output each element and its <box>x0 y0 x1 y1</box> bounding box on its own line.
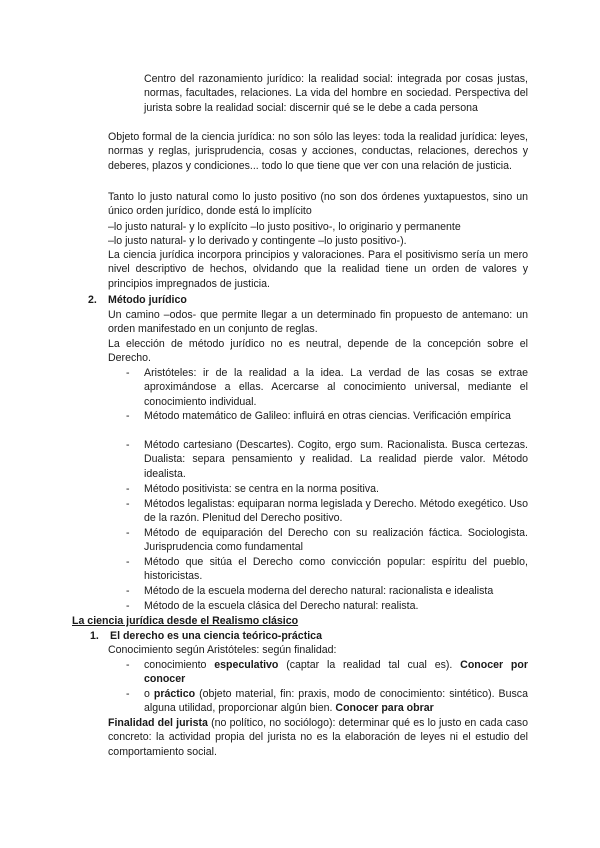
list-item <box>126 438 528 481</box>
heading-number: 2. <box>88 294 97 306</box>
bullet-dash: - <box>126 600 130 612</box>
bullet-dash: - <box>126 498 130 510</box>
paragraph-eleccion: La elección de método jurídico no es neutral, depende de la concepción sobre el Derecho. <box>108 338 528 365</box>
list-item-text: Método de la escuela clásica del Derecho natural: realista. <box>144 600 419 612</box>
list-item-text: Método positivista: se centra en la norma positiva. <box>144 483 379 495</box>
bullet-dash: - <box>126 556 130 568</box>
list-item <box>126 658 528 687</box>
list-item-text: conocimiento especulativo (captar la realidad tal cual es). Conocer por conocer <box>144 659 529 686</box>
section-heading: La ciencia jurídica desde el Realismo clásico <box>72 615 299 627</box>
list-item <box>126 687 528 716</box>
list-item-text: Método matemático de Galileo: influirá en otras ciencias. Verificación empírica <box>144 410 511 422</box>
list-item <box>126 482 528 496</box>
paragraph-centro: Centro del razonamiento jurídico: la realidad social: integrada por cosas justas, normas, facultades, relaciones. La vida del hombre en sociedad. Perspectiva del jurista sobre la realidad social: discernir qué se le debe a cada persona <box>144 73 528 114</box>
heading-text: Método jurídico <box>108 294 187 306</box>
subheading-text: El derecho es una ciencia teórico-práctica <box>110 630 322 642</box>
paragraph-objeto-formal: Objeto formal de la ciencia jurídica: no son sólo las leyes: toda la realidad jurídica: leyes, normas y reglas, jurisprudencia, cosas y acciones, conductas, relaciones, derechos y deberes, plazos y condiciones... todo lo que tiene que ver con una relación de justicia. <box>108 131 528 172</box>
bullet-dash: - <box>126 585 130 597</box>
list-item <box>126 526 528 555</box>
list-item-text: Método que sitúa el Derecho como convicción popular: espíritu del pueblo, historicistas. <box>144 556 528 583</box>
bullet-dash: - <box>126 483 130 495</box>
list-item <box>126 584 528 598</box>
list-item-text: Método de la escuela moderna del derecho natural: racionalista e idealista <box>144 585 494 597</box>
bullet-dash: - <box>126 367 130 379</box>
paragraph-camino: Un camino –odos- que permite llegar a un determinado fin propuesto de antemano: un orden manifestado en un conjunto de reglas. <box>108 309 528 336</box>
list-item <box>126 599 528 613</box>
bullet-dash: - <box>126 527 130 539</box>
heading-metodo-juridico <box>88 293 528 307</box>
list-item <box>126 555 528 584</box>
paragraph-ciencia-principios: La ciencia jurídica incorpora principios y valoraciones. Para el positivismo sería un mero nivel descriptivo de hechos, olvidando que la realidad tiene un orden de valores y principios impregnados de justicia. <box>108 249 528 290</box>
list-item-text: Métodos legalistas: equiparan norma legislada y Derecho. Método exegético. Uso de la razón. Plenitud del Derecho positivo. <box>144 498 528 525</box>
paragraph-tanto: Tanto lo justo natural como lo justo positivo (no son dos órdenes yuxtapuestos, sino un único orden jurídico, donde está lo implícito <box>108 191 528 218</box>
subheading-ciencia-teorico-practica <box>90 629 528 643</box>
subheading-number: 1. <box>90 630 99 642</box>
list-item-text: Aristóteles: ir de la realidad a la idea. La verdad de las cosas se extrae aproximándose a ellas. Acercarse al conocimiento universal, mediante el conocimiento individual. <box>144 367 528 408</box>
paragraph-finalidad-jurista: Finalidad del jurista (no político, no sociólogo): determinar qué es lo justo en cada caso concreto: la actividad propia del jurista no es la elaboración de leyes ni el estudio del comportamiento social. <box>108 717 528 758</box>
list-item-text: Método cartesiano (Descartes). Cogito, ergo sum. Racionalista. Busca certezas. Dualista: separa pensamiento y realidad. La realidad pierde valor. Método idealista. <box>144 439 528 480</box>
paragraph-line-explicito: –lo justo natural- y lo explícito –lo justo positivo-, lo originario y permanente <box>108 221 461 233</box>
paragraph-line-derivado: –lo justo natural- y lo derivado y contingente –lo justo positivo-). <box>108 235 407 247</box>
bullet-dash: - <box>126 439 130 451</box>
bullet-dash: - <box>126 410 130 422</box>
paragraph-conocimiento: Conocimiento según Aristóteles: según finalidad: <box>108 644 337 656</box>
bullet-dash: - <box>126 688 130 700</box>
list-item-text: Método de equiparación del Derecho con su realización fáctica. Sociologista. Jurisprudencia como fundamental <box>144 527 528 554</box>
list-item <box>126 497 528 526</box>
list-item <box>126 409 528 423</box>
list-item <box>126 366 528 409</box>
bullet-dash: - <box>126 659 130 671</box>
list-item-text: o práctico (objeto material, fin: praxis, modo de conocimiento: sintético). Busca alguna utilidad, proporcionar algún bien. Conocer para obrar <box>144 688 528 715</box>
